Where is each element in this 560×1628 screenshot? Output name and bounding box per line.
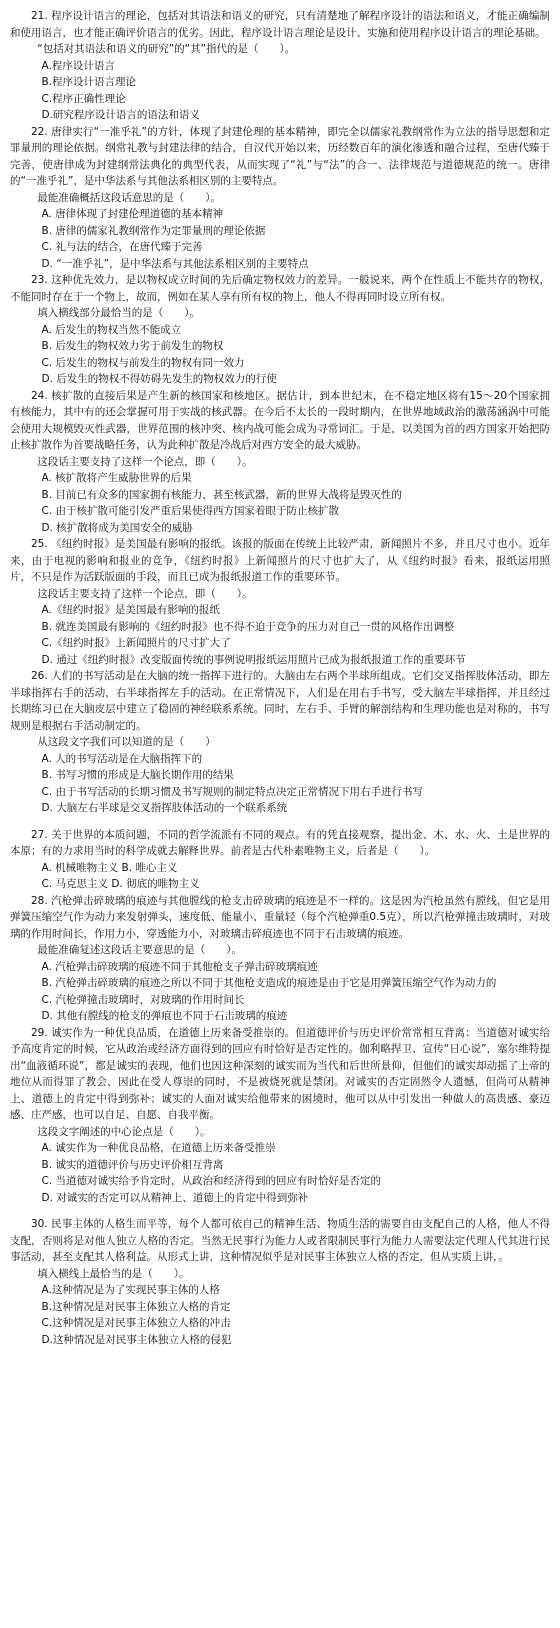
question-21 <box>10 8 550 124</box>
question-passage: 30. 民事主体的人格生而平等，每个人都可依自己的精神生活、物质生活的需要自由支配自己的人格，他人不得支配，否则将是对他人独立人格的否定。当然无民事行为能力人或者限制民事行为能力人需要法定代理人代其进行民事活动，甚至支配其人格利益。从形式上讲，这种情况似乎是对民事主体独立人格的否定，但从实质上讲，。 <box>10 1218 550 1263</box>
option-d: D. “一准乎礼”，是中华法系与其他法系相区别的主要特点 <box>41 257 309 270</box>
question-passage: 25. 《纽约时报》是美国最有影响的报纸。该报的版面在传统上比较严肃，新闻照片不多，并且尺寸也小。近年来，由于电视的影响和报业的竞争，《纽约时报》上新闻照片的尺寸也扩大了，从《纽约时报》看来，报纸运用照片，不只是作为活跃版面的手段，而且已成为报纸报道工作的重要环节。 <box>10 538 550 583</box>
question-28 <box>10 893 550 1025</box>
option-b: B.这种情况是对民事主体独立人格的肯定 <box>41 1300 231 1313</box>
option-a: A.这种情况是为了实现民事主体的人格 <box>41 1284 220 1296</box>
section-gap <box>10 817 550 827</box>
option-d: D. 后发生的物权不得妨碍先发生的物权效力的行使 <box>41 373 277 385</box>
question-27 <box>10 827 550 893</box>
question-prompt: 填入横线上最恰当的是（ ）。 <box>37 1267 190 1280</box>
question-prompt: 从这段文字我们可以知道的是（ ） <box>37 736 216 748</box>
option-b: B. 后发生的物权效力劣于前发生的物权 <box>41 340 224 352</box>
option-b: B. 书写习惯的形成是大脑长期作用的结果 <box>41 769 234 781</box>
option-cd: C. 马克思主义 D. 彻底的唯物主义 <box>41 878 200 890</box>
question-passage: 28. 汽枪弹击碎玻璃的痕迹与其他膛线的枪支击碎玻璃的痕迹是不一样的。这是因为汽枪虽然有膛线，但它是用弹簧压缩空气作为动力来发射弹头，速度低、能量小、重量轻（每个汽枪弹重0.5克），所以汽枪弹撞击玻璃时，对玻璃的作用时间长，作用力小，穿透能力小，对玻璃击碎痕迹也不同于石击玻璃的痕迹。 <box>10 894 550 940</box>
option-ab: A. 机械唯物主义 B. 唯心主义 <box>41 861 178 874</box>
option-b: B. 汽枪弹击碎玻璃的痕迹之所以不同于其他枪支造成的痕迹是由于它是用弹簧压缩空气作为动力的 <box>41 977 497 989</box>
option-d: D. 核扩散将成为美国安全的威胁 <box>41 521 193 534</box>
option-a: A. 唐律体现了封建伦理道德的基本精神 <box>41 208 224 220</box>
question-prompt: 这段话主要支持了这样一个论点，即（ ）。 <box>37 455 253 468</box>
question-22 <box>10 124 550 273</box>
question-26 <box>10 668 550 817</box>
option-c: C. 由于书写活动的长期习惯及书写规则的制定特点决定正常情况下用右手进行书写 <box>41 785 424 798</box>
option-a: A. 后发生的物权当然不能成立 <box>41 323 182 336</box>
question-prompt: 最能准确概括这段话意思的是（ ）。 <box>37 191 222 204</box>
option-c: C. 由于核扩散可能引发严重后果使得西方国家着眼于防止核扩散 <box>41 505 340 517</box>
option-c: C.程序正确性理论 <box>41 92 126 105</box>
question-passage: 22. 唐律实行“一准乎礼”的方针，体现了封建伦理的基本精神，即完全以儒家礼教纲常作为立法的指导思想和定罪量刑的理论依据。纲常礼教与封建法律的结合，自汉代开始以来，历经数百年的演化渗透和融合过程，至唐代臻于完善，使唐律成为封建纲常法典化的典型代表，从而实现了“礼”与“法”的合一、法律规范与道德规范的统一。唐律的“一准乎礼”，是中华法系与其他法系相区别的主要特点。 <box>10 125 550 187</box>
option-c: C. 礼与法的结合，在唐代臻于完善 <box>41 241 203 253</box>
option-b: B. 目前已有众多的国家拥有核能力，甚至核武器，新的世界大战将是毁灭性的 <box>41 488 402 501</box>
question-prompt: “包括对其语法和语义的研究”的“其”指代的是（ ）。 <box>37 43 296 55</box>
option-a: A. 诚实作为一种优良品格，在道德上历来备受推崇 <box>41 1142 276 1154</box>
option-b: B. 诚实的道德评价与历史评价相互背离 <box>41 1158 224 1171</box>
option-c: C.《纽约时报》上新闻照片的尺寸扩大了 <box>41 637 231 649</box>
option-b: B. 唐律的儒家礼教纲常作为定罪量刑的理论依据 <box>41 224 266 237</box>
option-b: B.程序设计语言理论 <box>41 76 137 88</box>
option-d: D. 通过《纽约时报》改变版面传统的事例说明报纸运用照片已成为报纸报道工作的重要环节 <box>41 653 466 666</box>
option-d: D.这种情况是对民事主体独立人格的侵犯 <box>41 1333 232 1346</box>
section-gap <box>10 1206 550 1216</box>
question-prompt: 填入横线部分最恰当的是（ ）。 <box>37 307 201 319</box>
question-23 <box>10 272 550 388</box>
option-c: C. 当道德对诚实给予肯定时，从政治和经济得到的回应有时恰好是否定的 <box>41 1175 382 1187</box>
option-c: C.这种情况是对民事主体独立人格的冲击 <box>41 1317 231 1329</box>
question-25 <box>10 536 550 668</box>
option-a: A.《纽约时报》是美国最有影响的报纸 <box>41 604 220 616</box>
option-a: A. 核扩散将产生威胁世界的后果 <box>41 472 192 484</box>
option-a: A.程序设计语言 <box>41 59 115 72</box>
question-prompt: 最能准确复述这段话主要意思的是（ ）。 <box>37 944 243 956</box>
option-b: B. 就连美国最有影响的《纽约时报》也不得不迫于竞争的压力对自己一贯的风格作出调整 <box>41 620 455 633</box>
option-a: A. 汽枪弹击碎玻璃的痕迹不同于其他枪支子弹击碎玻璃痕迹 <box>41 960 318 973</box>
question-passage: 24. 核扩散的直接后果是产生新的核国家和核地区。据估计，到本世纪末，在不稳定地区将有15～20个国家拥有核能力，其中有的还会掌握可用于实战的核武器。在今后不太长的一段时期内，在世界地域政治的激荡涵涡中可能会使用大规模毁灭性武器，世界范围的核冲突、核内战可能会成为寻常词汇。于是，以美国为首的西方国家开始把防止核扩散作为首要战略任务，认为此种扩散是冷战后对西方安全的最大威胁。 <box>10 389 550 451</box>
option-d: D. 其他有膛线的枪支的弹痕也不同于石击玻璃的痕迹 <box>41 1010 288 1022</box>
option-c: C. 汽枪弹撞击玻璃时，对玻璃的作用时间长 <box>41 993 245 1006</box>
option-d: D.研究程序设计语言的语法和语义 <box>41 109 200 121</box>
option-d: D. 对诚实的否定可以从精神上、道德上的肯定中得到弥补 <box>41 1191 309 1204</box>
question-passage: 21. 程序设计语言的理论，包括对其语法和语义的研究，只有清楚地了解程序设计的语法和语义，才能正确编制和使用语言，也才能正确评价语言的优劣。因此，程序设计语言理论是设计、实施和使用程序设计语言的理论基础。 <box>10 10 550 39</box>
option-c: C. 后发生的物权与前发生的物权有同一效力 <box>41 356 245 369</box>
option-d: D. 大脑左右半球是交叉指挥肢体活动的一个联系系统 <box>41 802 288 814</box>
question-30 <box>10 1216 550 1348</box>
option-a: A. 人的书写活动是在大脑指挥下的 <box>41 752 203 765</box>
question-passage: 27. 关于世界的本质问题，不同的哲学流派有不同的观点。有的凭直接观察，提出金、木、水、火、土是世界的本原；有的力求用当时的科学成就去解释世界。前者是古代朴素唯物主义，后者是（ ）。 <box>10 828 550 857</box>
question-24 <box>10 388 550 537</box>
question-29 <box>10 1025 550 1207</box>
question-passage: 26. 人们的书写活动是在大脑的统一指挥下进行的。大脑由左右两个半球所组成。它们交叉指挥肢体活动，即左半球指挥右手的活动，右半球指挥左手的活动。在正常情况下，人们是在用右手书写，受大脑左半球指挥，并且经过长期练习已在大脑皮层中建立了稳固的神经联系系统。同时，左右手、手臂的解剖结构和生理功能也是对称的，书写规则是根据右手活动制定的。 <box>10 670 550 732</box>
question-prompt: 这段话主要支持了这样一个论点，即（ ）。 <box>37 587 253 600</box>
question-passage: 23. 这种优先效力，是以物权成立时间的先后确定物权效力的差异。一般说来，两个在性质上不能共存的物权，不能同时存在于一个物上，故而，例如在某人享有所有权的物上，他人不得再同时设立所有权。 <box>10 274 550 303</box>
question-passage: 29. 诚实作为一种优良品质，在道德上历来备受推崇的。但道德评价与历史评价常常相互背离：当道德对诚实给予高度肯定的时候，它从政治或经济方面得到的回应有时恰好是否定性的。伽利略捍卫、宣传“日心说”，塞尔维特提出“血液循环说”，都是诚实的表现，他们也因这种深刻的诚实而为当代和后世所景仰，但他们的诚实却动摇了上帝的地位从而得罪了教会，因此在受人尊崇的同时，不是被烧死就是禁闭。对诚实的否定固然令人遗憾，但尚可从精神上、道德上的肯定中得到弥补；诚实的人面对诚实给他带来的困境时，他可以从中引发出一种做人的高贵感、豪迈感、庄严感，也可以自足、自愿、自我平衡。 <box>10 1026 550 1121</box>
question-prompt: 这段文字阐述的中心论点是（ ）。 <box>37 1125 211 1138</box>
